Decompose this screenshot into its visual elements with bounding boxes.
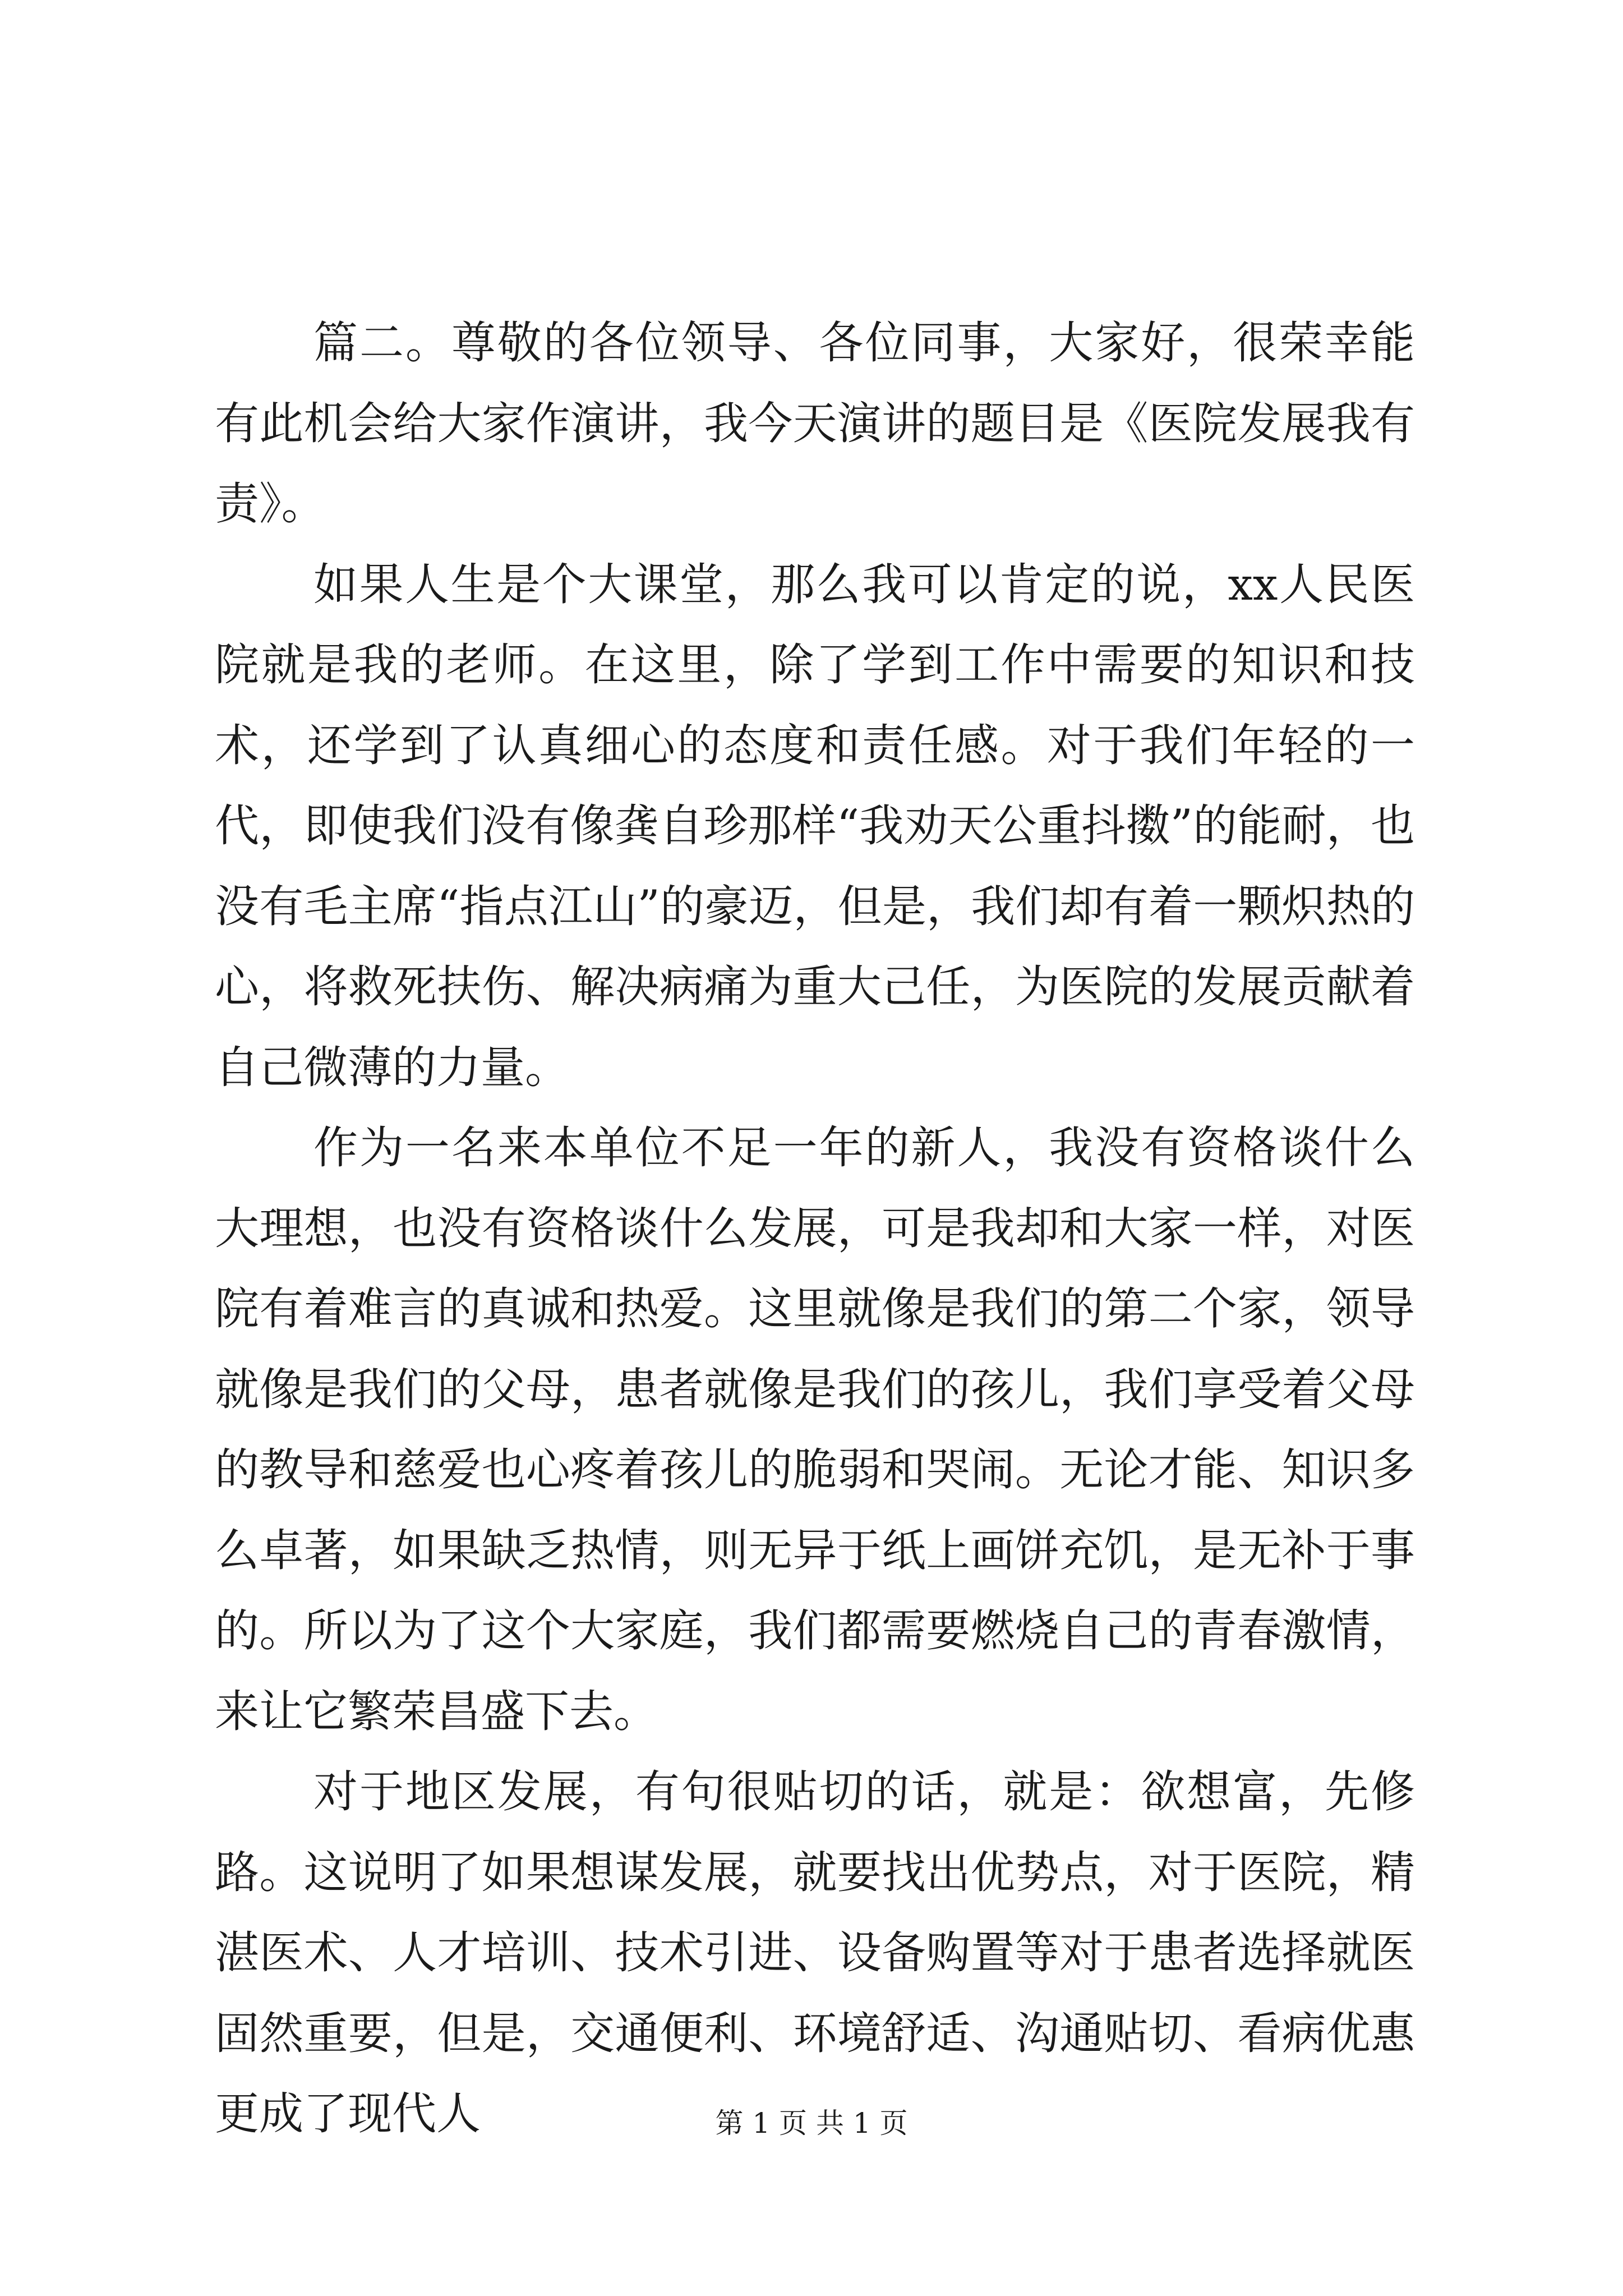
- paragraph: 对于地区发展，有句很贴切的话，就是：欲想富，先修路。这说明了如果想谋发展，就要找出优势点，对于医院，精湛医术、人才培训、技术引进、设备购置等对于患者选择就医固然重要，但是，交通便利、环境舒适、沟通贴切、看病优惠更成了现代人: [215, 1766, 1415, 2139]
- page-footer: 第 1 页 共 1 页: [715, 2107, 908, 2139]
- paragraph: 篇二。尊敬的各位领导、各位同事，大家好，很荣幸能有此机会给大家作演讲，我今天演讲的题目是《医院发展我有责》。: [215, 317, 1415, 530]
- document-body: [215, 303, 1415, 2155]
- paragraph: 如果人生是个大课堂，那么我可以肯定的说，xx人民医院就是我的老师。在这里，除了学到工作中需要的知识和技术，还学到了认真细心的态度和责任感。对于我们年轻的一代，即使我们没有像龚自珍那样“我劝天公重抖擞”的能耐，也没有毛主席“指点江山”的豪迈，但是，我们却有着一颗炽热的心，将救死扶伤、解决病痛为重大己任，为医院的发展贡献着自己微薄的力量。: [215, 558, 1415, 1093]
- paragraph: 作为一名来本单位不足一年的新人，我没有资格谈什么大理想，也没有资格谈什么发展，可是我却和大家一样，对医院有着难言的真诚和热爱。这里就像是我们的第二个家，领导就像是我们的父母，患者就像是我们的孩儿，我们享受着父母的教导和慈爱也心疼着孩儿的脆弱和哭闹。无论才能、知识多么卓著，如果缺乏热情，则无异于纸上画饼充饥，是无补于事的。所以为了这个大家庭，我们都需要燃烧自己的青春激情，来让它繁荣昌盛下去。: [215, 1122, 1415, 1737]
